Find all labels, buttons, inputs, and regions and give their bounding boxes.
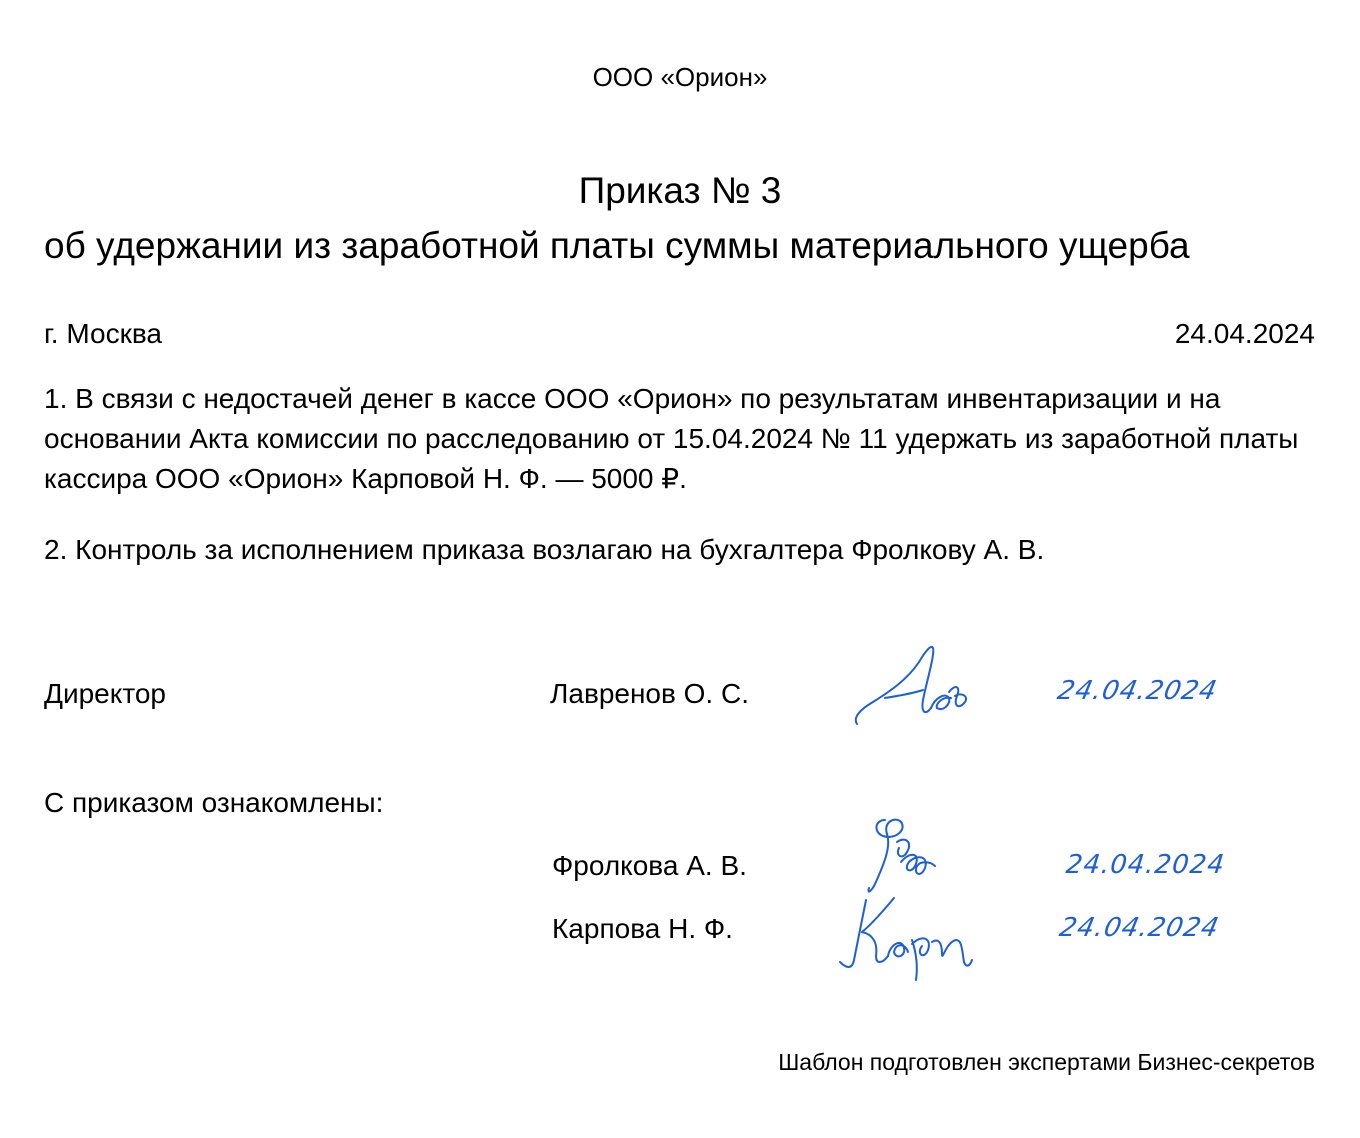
order-subtitle: об удержании из заработной платы суммы материального ущерба — [44, 225, 1190, 266]
order-paragraph-1: 1. В связи с недостачей денег в кассе ООО «Орион» по результатам инвентаризации и на основании Акта комиссии по расследованию от 15.04.2024 № 11 удержать из заработной платы кассира ООО «Орион» Карповой Н. Ф. — 5000 ₽. — [44, 383, 1299, 494]
acquainted-label: С приказом ознакомлены: — [44, 787, 384, 818]
karpova-signature-date: 24.04.2024 — [1056, 913, 1223, 943]
order-title: Приказ № 3 — [578, 170, 782, 211]
director-role: Директор — [44, 678, 166, 709]
director-name: Лавренов О. С. — [550, 678, 749, 709]
frolkova-signature — [855, 812, 950, 897]
acquainted-name-karpova: Карпова Н. Ф. — [552, 913, 733, 944]
company-name: ООО «Орион» — [592, 62, 768, 92]
order-city: г. Москва — [44, 318, 162, 349]
order-date: 24.04.2024 — [1174, 318, 1315, 349]
director-signature — [845, 640, 970, 735]
director-signature-date: 24.04.2024 — [1054, 676, 1221, 706]
frolkova-signature-date: 24.04.2024 — [1064, 850, 1227, 880]
karpova-signature — [832, 890, 977, 985]
template-credit: Шаблон подготовлен экспертами Бизнес-секретов — [778, 1049, 1315, 1075]
acquainted-name-frolkova: Фролкова А. В. — [552, 850, 747, 881]
order-paragraph-2: 2. Контроль за исполнением приказа возлагаю на бухгалтера Фролкову А. В. — [44, 534, 1045, 565]
